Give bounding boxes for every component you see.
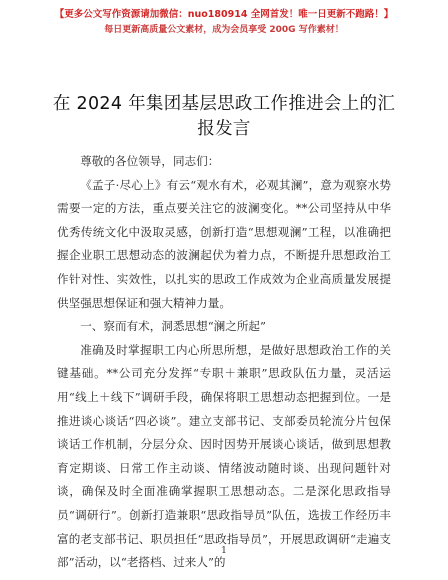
section-heading-1: 一、察而有术，洞悉思想“澜之所起” [80,319,266,334]
document-body [57,150,391,575]
paragraph-section-1: 准确及时掌握职工内心所思所想，是做好思想政治工作的关键基础。**公司充分发挥“专职＋兼职”思政队伍力量，灵活运用“线上＋线下”调研手段，确保将职工思想动态把握到位。一是推进谈心谈话“四必谈”。建立支部书记、支部委员轮流分片包保谈话工作机制，分层分众、因时因势开展谈心谈话，做到思想教育定期谈、日常工作主动谈、情绪波动随时谈、出现问题针对谈，确保及时全面准确掌握职工思想动态。二是深化思政指导员“调研行”。创新打造兼职“思政指导员”队伍，选拔工作经历丰富的老支部书记、职员担任“思政指导员”，开展思政调研“走遍支部”活动，以“老搭档、过来人”的 [57,342,391,570]
paragraph-intro: 《孟子·尽心上》有云“观水有术，必观其澜”，意为观察水势需要一定的方法，重点要关注它的波澜变化。**公司坚持从中华优秀传统文化中汲取灵感，创新打造“思想观澜”工程，以准确把握企业职工思想动态的波澜起伏为着力点，不断提升思想政治工作针对性、实效性，以扎实的思政工作成效为企业高质量发展提供坚强思想保证和强大精神力量。 [57,177,391,310]
page-number: 1 [221,546,227,556]
promo-banner-line-2: 每日更新高质量公文素材，成为会员享受 200G 写作素材！ [104,25,344,35]
salutation: 尊敬的各位领导，同志们： [80,154,220,168]
promo-banner [0,8,448,37]
document-title: 在 2024 年集团基层思政工作推进会上的汇报发言 [52,94,396,139]
promo-banner-line-1: 【更多公文写作资源请加微信：nuo180914 全网首发！唯一日更新不跑路！】 [54,9,394,20]
